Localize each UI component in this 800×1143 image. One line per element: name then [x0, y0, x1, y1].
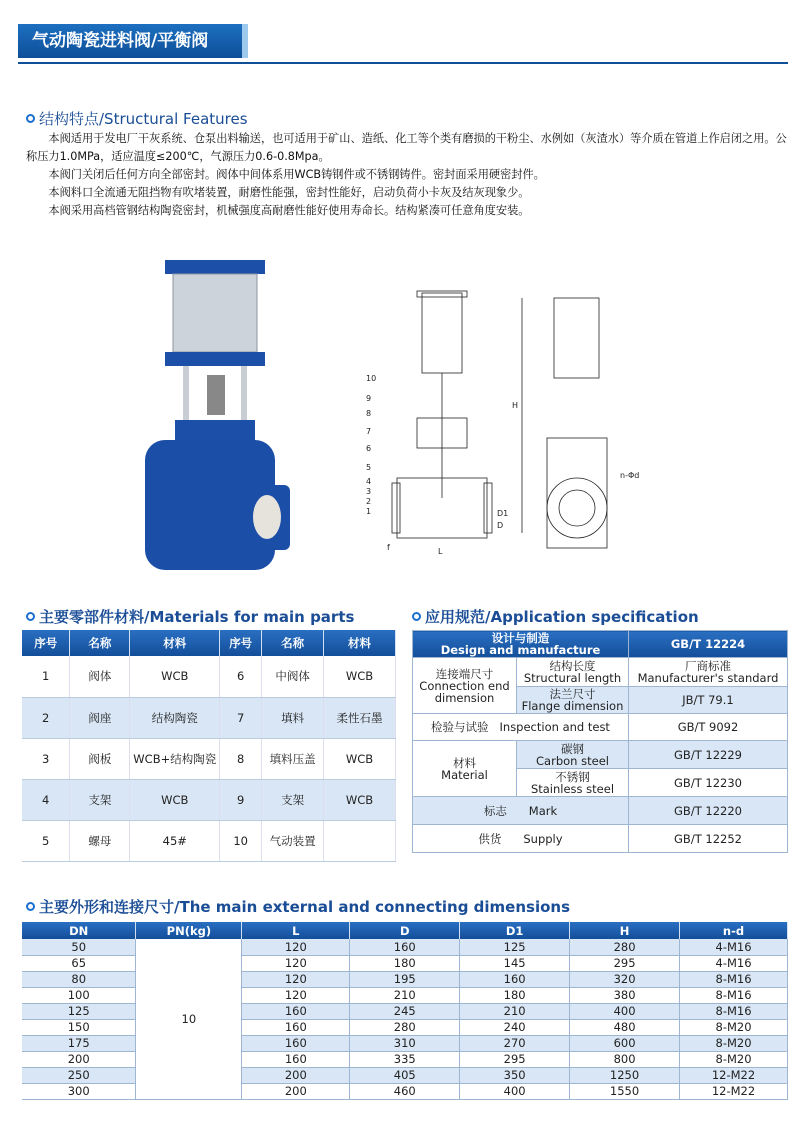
- stainless-label: [517, 769, 629, 797]
- cell: 填料压盖: [262, 738, 324, 779]
- cell: 335: [350, 1051, 460, 1067]
- cell: [324, 820, 396, 861]
- table-header-row: [22, 922, 788, 939]
- table-row: [413, 631, 788, 658]
- materials-heading: [26, 606, 354, 627]
- part-label-6: 6: [366, 444, 372, 453]
- cell: 8: [220, 738, 262, 779]
- cell: 120: [242, 987, 350, 1003]
- cell-en: Stainless steel: [530, 781, 615, 796]
- struct-label: [517, 658, 629, 687]
- cell: 480: [570, 1019, 680, 1035]
- valve-photo: [125, 255, 295, 580]
- cell: 120: [242, 955, 350, 971]
- stainless-std: GB/T 12230: [629, 769, 788, 797]
- application-table: [412, 630, 788, 853]
- cell: 结构陶瓷: [130, 697, 220, 738]
- carbon-std: GB/T 12229: [629, 741, 788, 769]
- application-heading-text: 应用规范/Application specification: [425, 608, 699, 626]
- cell-en: Connection end dimension: [419, 678, 510, 705]
- cell-en: Flange dimension: [521, 699, 624, 713]
- carbon-label: [517, 741, 629, 769]
- cell: 阀板: [70, 738, 130, 779]
- cell: 160: [460, 971, 570, 987]
- cell: 螺母: [70, 820, 130, 861]
- cell: 350: [460, 1067, 570, 1083]
- cell: 160: [242, 1051, 350, 1067]
- cell: 5: [22, 820, 70, 861]
- paragraph-4: 本阀采用高档管钢结构陶瓷密封，机械强度高耐磨性能好使用寿命长。结构紧凑可任意角度安装。: [48, 204, 530, 217]
- part-label-1: 1: [366, 507, 372, 516]
- cell-en: Carbon steel: [536, 753, 609, 768]
- part-label-3: 3: [366, 487, 372, 496]
- cell: 600: [570, 1035, 680, 1051]
- col-header: PN(kg): [136, 922, 242, 939]
- cell: 295: [460, 1051, 570, 1067]
- cell: 240: [460, 1019, 570, 1035]
- design-std: GB/T 12224: [629, 631, 788, 658]
- dim-label-l: L: [438, 547, 443, 556]
- cell-cn: 材料: [453, 755, 476, 770]
- cell: 120: [242, 971, 350, 987]
- cell: 125: [22, 1003, 136, 1019]
- cell: 支架: [70, 779, 130, 820]
- inspect-std: GB/T 9092: [629, 714, 788, 741]
- cell: 210: [350, 987, 460, 1003]
- dim-label-d: D: [497, 521, 504, 530]
- flange-label: [517, 687, 629, 714]
- inspect-label: [413, 714, 629, 741]
- cell: 280: [570, 939, 680, 955]
- mark-std: GB/T 12220: [629, 797, 788, 825]
- cell: 250: [22, 1067, 136, 1083]
- cell-en: Design and manufacture: [440, 643, 601, 657]
- cell: 800: [570, 1051, 680, 1067]
- cell: 180: [460, 987, 570, 1003]
- cell: 245: [350, 1003, 460, 1019]
- cell: 4-M16: [680, 955, 788, 971]
- table-row: [413, 741, 788, 769]
- conn-label: [413, 658, 517, 714]
- cell: 200: [242, 1083, 350, 1099]
- cell-cn: 连接端尺寸: [435, 666, 494, 681]
- cell: WCB: [130, 779, 220, 820]
- cell: 320: [570, 971, 680, 987]
- cell: 阀座: [70, 697, 130, 738]
- cell: 2: [22, 697, 70, 738]
- part-label-8: 8: [366, 409, 372, 418]
- col-header: 名称: [262, 630, 324, 656]
- cell: 45#: [130, 820, 220, 861]
- cell: 50: [22, 939, 136, 955]
- cell-cn: 厂商标准: [685, 659, 731, 673]
- structural-text: [26, 130, 788, 220]
- cell: 180: [350, 955, 460, 971]
- structural-heading-text: 结构特点/Structural Features: [39, 110, 248, 128]
- col-header: 材料: [324, 630, 396, 656]
- col-header: D1: [460, 922, 570, 939]
- cell: 160: [242, 1035, 350, 1051]
- part-label-9: 9: [366, 394, 372, 403]
- bullet-icon: [26, 902, 35, 911]
- cell: 填料: [262, 697, 324, 738]
- table-row: [22, 939, 788, 955]
- cell: 8-M20: [680, 1019, 788, 1035]
- cell: 200: [22, 1051, 136, 1067]
- dim-label-f: f: [387, 543, 390, 552]
- cell-cn: 结构长度: [549, 659, 596, 673]
- cell: 145: [460, 955, 570, 971]
- cell-cn: 碳钢: [561, 741, 584, 756]
- cell: 160: [242, 1019, 350, 1035]
- cell: 12-M22: [680, 1083, 788, 1099]
- part-label-7: 7: [366, 427, 372, 436]
- bullet-icon: [26, 114, 35, 123]
- cell: 1: [22, 656, 70, 697]
- paragraph-3: 本阀料口全流通无阻挡物有吹堵装置，耐磨性能强，密封性能好，启动负荷小卡灰及结灰现象少。: [48, 186, 530, 199]
- col-header: L: [242, 922, 350, 939]
- cell: 支架: [262, 779, 324, 820]
- structural-heading: [26, 108, 248, 129]
- cell-en: Inspection and test: [499, 720, 610, 734]
- cell: 195: [350, 971, 460, 987]
- cell: 8-M16: [680, 987, 788, 1003]
- mark-label: [413, 797, 629, 825]
- supply-label: [413, 825, 629, 853]
- pn-cell: 10: [136, 939, 242, 1099]
- supply-std: GB/T 12252: [629, 825, 788, 853]
- bullet-icon: [412, 612, 421, 621]
- cell: WCB: [324, 738, 396, 779]
- table-row: [22, 820, 396, 861]
- page-title: 气动陶瓷进料阀/平衡阀: [18, 24, 248, 58]
- dim-label-nd: n-Φd: [620, 471, 640, 480]
- materials-heading-text: 主要零部件材料/Materials for main parts: [39, 608, 355, 626]
- cell: 270: [460, 1035, 570, 1051]
- cell: 200: [242, 1067, 350, 1083]
- col-header: DN: [22, 922, 136, 939]
- cell: 阀体: [70, 656, 130, 697]
- cell: 中阀体: [262, 656, 324, 697]
- part-label-10: 10: [366, 374, 377, 383]
- cell: 295: [570, 955, 680, 971]
- cell: 8-M20: [680, 1051, 788, 1067]
- cell: 120: [242, 939, 350, 955]
- cell: WCB: [130, 656, 220, 697]
- col-header: H: [570, 922, 680, 939]
- cell: 8-M16: [680, 1003, 788, 1019]
- cell-cn: 不锈钢: [555, 769, 590, 784]
- cell-cn: 检验与试验: [431, 720, 489, 734]
- material-label: [413, 741, 517, 797]
- cell: 80: [22, 971, 136, 987]
- table-row: [22, 738, 396, 779]
- cell: 12-M22: [680, 1067, 788, 1083]
- cell: 400: [570, 1003, 680, 1019]
- cell: 380: [570, 987, 680, 1003]
- cell-en: Material: [441, 767, 488, 782]
- dim-label-h: H: [512, 401, 519, 410]
- cell-cn: 法兰尺寸: [549, 687, 596, 701]
- bullet-icon: [26, 612, 35, 621]
- table-row: [22, 697, 396, 738]
- part-label-2: 2: [366, 497, 372, 506]
- cell-cn: 标志: [483, 803, 507, 818]
- cell: 160: [242, 1003, 350, 1019]
- cell: 400: [460, 1083, 570, 1099]
- cell: 10: [220, 820, 262, 861]
- cell-en: Manufacturer's standard: [637, 671, 779, 685]
- paragraph-1: 本阀适用于发电厂干灰系统、仓泵出料输送，也可适用于矿山、造纸、化工等个类有磨损的干粉尘、水例如（灰渣水）等介质在管道上作启闭之用。公称压力1.0MPa，适应温度≤200℃，气源压力0.6-0.8Mpa。: [26, 132, 787, 163]
- cell: 460: [350, 1083, 460, 1099]
- dimensions-heading: [26, 896, 570, 917]
- paragraph-2: 本阀门关闭后任何方向全部密封。阀体中间体系用WCB铸钢件或不锈钢铸件。密封面采用硬密封件。: [48, 168, 545, 181]
- part-label-4: 4: [366, 477, 372, 486]
- cell: 405: [350, 1067, 460, 1083]
- cell: 8-M20: [680, 1035, 788, 1051]
- materials-table: [22, 630, 396, 862]
- cell: 310: [350, 1035, 460, 1051]
- col-header: D: [350, 922, 460, 939]
- cell: 7: [220, 697, 262, 738]
- cell: 160: [350, 939, 460, 955]
- col-header: 序号: [22, 630, 70, 656]
- cell: 280: [350, 1019, 460, 1035]
- table-row: [22, 779, 396, 820]
- cell: 210: [460, 1003, 570, 1019]
- application-heading: [412, 606, 699, 627]
- cell-cn: 设计与制造: [491, 631, 550, 645]
- table-header-row: [22, 630, 396, 656]
- cell: 65: [22, 955, 136, 971]
- cell: 3: [22, 738, 70, 779]
- cell: 8-M16: [680, 971, 788, 987]
- cell-en: Mark: [528, 803, 558, 818]
- table-row: [413, 797, 788, 825]
- col-header: 名称: [70, 630, 130, 656]
- table-row: [22, 656, 396, 697]
- cell: 300: [22, 1083, 136, 1099]
- col-header: n-d: [680, 922, 788, 939]
- title-divider: [18, 62, 788, 64]
- cell-en: Supply: [523, 831, 563, 846]
- cell: WCB: [324, 779, 396, 820]
- cell: 150: [22, 1019, 136, 1035]
- dimensions-table: [22, 922, 788, 1100]
- cell: 1550: [570, 1083, 680, 1099]
- table-row: [413, 825, 788, 853]
- cell: 柔性石墨: [324, 697, 396, 738]
- cell: WCB+结构陶瓷: [130, 738, 220, 779]
- cell: 6: [220, 656, 262, 697]
- cell-en: Structural length: [523, 671, 622, 685]
- cell: WCB: [324, 656, 396, 697]
- design-label: [413, 631, 629, 658]
- part-label-5: 5: [366, 463, 372, 472]
- col-header: 材料: [130, 630, 220, 656]
- table-row: [413, 658, 788, 687]
- cell-cn: 供货: [478, 831, 502, 846]
- cell: 4-M16: [680, 939, 788, 955]
- cell: 125: [460, 939, 570, 955]
- col-header: 序号: [220, 630, 262, 656]
- dimensions-heading-text: 主要外形和连接尺寸/The main external and connecting dimensions: [39, 898, 571, 916]
- table-row: [413, 714, 788, 741]
- dim-label-d1: D1: [497, 509, 509, 518]
- cell: 175: [22, 1035, 136, 1051]
- cell: 100: [22, 987, 136, 1003]
- cell: 气动装置: [262, 820, 324, 861]
- manu-std: [629, 658, 788, 687]
- cell: 1250: [570, 1067, 680, 1083]
- flange-std: JB/T 79.1: [629, 687, 788, 714]
- cell: 4: [22, 779, 70, 820]
- valve-drawing: [362, 288, 668, 558]
- cell: 9: [220, 779, 262, 820]
